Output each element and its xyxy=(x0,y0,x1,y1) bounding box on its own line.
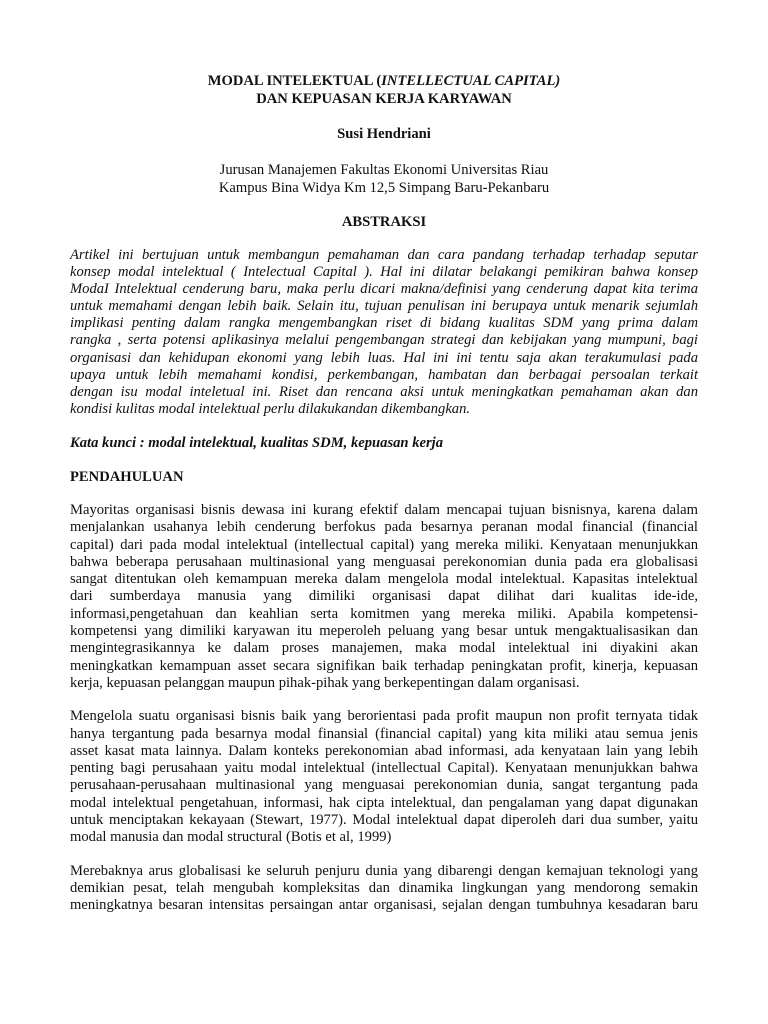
abstract-line: Artikel ini bertujuan untuk membangun pemahaman dan cara pandang terhadap terhadap seputar xyxy=(70,247,698,263)
paragraph-line: bahwa beberapa perusahaan multinasional yang menguasai perekonomian dunia pada era globalisasi xyxy=(70,553,698,570)
paragraph-line: penting bagi perusahaan yaitu modal intelektual (intellectual Capital). Kenyataan menunjukkan bahwa xyxy=(70,760,698,777)
paragraph-line: Merebaknya arus globalisasi ke seluruh penjuru dunia yang dibarengi dengan kemajuan teknologi yang xyxy=(70,862,698,879)
paragraph-line: Mayoritas organisasi bisnis dewasa ini kurang efektif dalam mencapai tujuan bisnisnya, karena dalam xyxy=(70,501,698,518)
abstract-line: kondisi kulitas modal intelektual perlu dilakukandan dikembangkan. xyxy=(70,400,471,417)
paragraph-line: demikian pesat, telah mengubah kompleksitas dan dinamika lingkungan yang mendorong semakin xyxy=(70,879,698,896)
keywords: Kata kunci : modal intelektual, kualitas SDM, kepuasan kerja xyxy=(70,434,444,451)
abstract-line: implikasi penting dalam rangka mengembangkan riset di bidang kualitas SDM yang prima dalam xyxy=(70,315,698,332)
paragraph-line: meningkatkan kemampuan asset secara signifikan baik terhadap peningkatan profit, kinerja, kepuasan xyxy=(70,657,698,674)
paragraph-line: meningkatnya besaran intensitas persaingan antar organisasi, sejalan dengan tumbuhnya kesadaran baru xyxy=(70,897,698,914)
section-heading: PENDAHULUAN xyxy=(70,468,184,485)
abstract-line: organisasi dan kehidupan ekonomi yang lebih luas. Hal ini ini tentu saja akan terakumulasi pada xyxy=(70,349,698,366)
title-line-1-italic: INTELLECTUAL CAPITAL) xyxy=(381,73,561,89)
paragraph-line: untuk menciptakan kekayaan (Stewart, 1977). Modal intelektual dapat diperoleh dari dua sumber, yaitu xyxy=(70,811,698,828)
abstract-line: upaya untuk lebih memahami kondisi, perkembangan, hambatan dan berbagai persoalan terkait xyxy=(70,366,698,383)
document-page xyxy=(70,72,698,914)
paragraph-line: perusahaan-perusahaan multinasional yang menguasai perekonomian dunia, sangat tergantung pada xyxy=(70,777,698,794)
title-line-2: DAN KEPUASAN KERJA KARYAWAN xyxy=(256,91,512,107)
abstract-line: konsep modal intelektual ( Intelectual Capital ). Hal ini dilatar belakangi pemikiran bahwa konsep xyxy=(70,264,698,281)
paragraph-line: kerja, kepuasan pelanggan maupun pihak-pihak yang berkepentingan dalam organisasi. xyxy=(70,674,580,691)
paragraph-line: kompetensi yang dimiliki karyawan itu meperoleh peluang yang besar untuk mengaktualisasikan dan xyxy=(70,623,698,640)
abstract-heading: ABSTRAKSI xyxy=(341,214,427,230)
abstract-line: untuk memahami dengan lebih baik. Selain itu, tujuan penulisan ini berupaya untuk menarik sejumlah xyxy=(70,298,698,315)
body-paragraph xyxy=(70,863,698,915)
paragraph-line: hanya tergantung pada besarnya modal finansial (financial capital) yang kita miliki atau semua jenis xyxy=(70,725,698,742)
title-line-1 xyxy=(70,72,698,90)
abstract-line: rangka , serta potensi aplikasinya melalui pengembangan strategi dan kebijakan yang mumpuni, bagi xyxy=(70,332,698,349)
affiliation xyxy=(70,161,698,197)
paper-title xyxy=(70,72,698,108)
paragraph-line: menjalankan usahanya lebih cenderung berfokus pada besarnya peranan modal financial (financial xyxy=(70,519,698,536)
paragraph-line: mengintegrasikannya ke dalam proses manajemen, maka modal intelektual ini diyakini akan xyxy=(70,640,698,657)
body-paragraph xyxy=(70,708,698,846)
paragraph-line: sangat ditentukan oleh kemampuan mereka dalam mengelola modal intelektual. Kapasitas intelektual xyxy=(70,571,698,588)
paragraph-line: modal intelektual pengetahuan, informasi, hak cipta intelektual, dan pengalaman yang dapat digunakan xyxy=(70,794,698,811)
paragraph-line: dari sumberdaya manusia yang dimiliki organisasi dapat dilihat dari kualitas ide-ide, xyxy=(70,588,698,605)
author-name: Susi Hendriani xyxy=(337,126,431,142)
abstract-line: dengan isu modal inteletual ini. Riset dan rencana aksi untuk meningkatkan pemahaman akan dan xyxy=(70,383,698,400)
body-paragraph xyxy=(70,502,698,692)
abstract-line: ModaI Intelektual cenderung baru, maka perlu dicari makna/definisi yang cenderung dapat kita terima xyxy=(70,281,698,298)
paragraph-line: modal manusia dan modal structural (Botis et al, 1999) xyxy=(70,829,392,846)
affiliation-line: Jurusan Manajemen Fakultas Ekonomi Universitas Riau xyxy=(219,162,549,178)
paragraph-line: Mengelola suatu organisasi bisnis baik yang berorientasi pada profit maupun non profit ternyata tidak xyxy=(70,708,698,725)
abstract-body xyxy=(70,247,698,418)
paragraph-line: asset kasat mata lainnya. Dalam konteks perekonomian abad informasi, ada kenyataan lain yang lebih xyxy=(70,742,698,759)
affiliation-line: Kampus Bina Widya Km 12,5 Simpang Baru-Pekanbaru xyxy=(218,180,550,196)
paragraph-line: capital) dari pada modal intelektual (intellectual capital) yang mereka miliki. Kenyataan menunjukkan xyxy=(70,536,698,553)
paragraph-line: informasi,pengetahuan dan keahlian serta komitmen yang mereka miliki. Apabila kompetensi- xyxy=(70,605,698,622)
title-line-1-text: MODAL INTELEKTUAL ( xyxy=(207,73,382,89)
